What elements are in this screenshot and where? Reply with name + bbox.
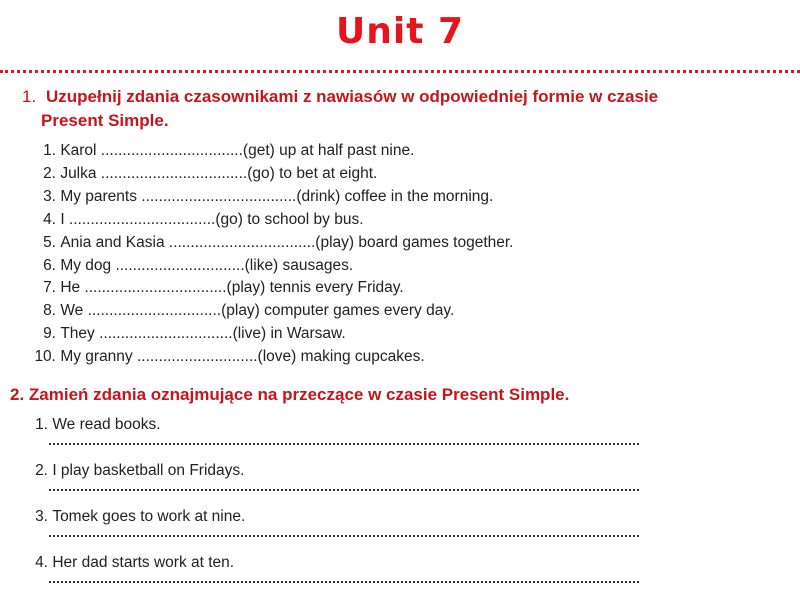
list-item [28, 232, 513, 255]
exercise-1-number: 1. [22, 87, 37, 106]
item-number: 2. [35, 462, 48, 479]
item-sentence: He .................................(play) tennis every Friday. [60, 279, 404, 297]
exercise-1-instruction-line-2: Present Simple. [41, 111, 169, 130]
exercise-2-list [20, 414, 639, 598]
list-item [20, 414, 639, 460]
item-sentence: Tomek goes to work at nine. [52, 508, 246, 525]
item-number: 1. [35, 416, 48, 433]
item-sentence: My granny ............................(love) making cupcakes. [60, 348, 425, 366]
item-number: 4. [35, 554, 48, 571]
item-sentence: We read books. [52, 416, 161, 433]
item-sentence: My parents ....................................(drink) coffee in the morning. [60, 187, 494, 205]
exercise-1-instruction [22, 85, 762, 133]
item-number: 10. [34, 348, 56, 366]
list-item [28, 140, 513, 163]
item-number: 8. [43, 302, 56, 320]
item-sentence: Her dad starts work at ten. [52, 554, 235, 571]
item-sentence: Karol .................................(get) up at half past nine. [60, 142, 415, 159]
list-item [20, 460, 639, 506]
item-number: 2. [43, 164, 56, 182]
exercise-1-instruction-line-1: Uzupełnij zdania czasownikami z nawiasów w odpowiedniej formie w czasie [46, 87, 659, 106]
item-sentence: I ..................................(go) to school by bus. [60, 210, 364, 228]
item-number: 7. [43, 279, 56, 297]
exercise-2-instruction: 2. Zamień zdania oznajmujące na przeczące w czasie Present Simple. [10, 385, 570, 404]
item-number: 5. [43, 233, 56, 251]
item-sentence: We ...............................(play) computer games every day. [60, 302, 455, 320]
list-item [28, 209, 513, 232]
answer-blank-line[interactable] [49, 489, 639, 491]
list-item [28, 323, 513, 346]
item-number: 6. [43, 256, 56, 274]
item-number: 3. [43, 187, 56, 205]
item-number: 9. [43, 325, 56, 343]
item-sentence: They ...............................(live) in Warsaw. [60, 325, 346, 343]
exercise-1-list [28, 140, 513, 369]
list-item [28, 255, 513, 278]
list-item [28, 163, 513, 186]
page-title: Unit 7 [336, 11, 464, 52]
answer-blank-line[interactable] [49, 443, 639, 445]
item-number: 1. [43, 142, 56, 159]
item-number: 3. [35, 508, 48, 525]
list-item [28, 277, 513, 300]
list-item [20, 506, 639, 552]
item-number: 4. [43, 210, 56, 228]
item-sentence: My dog ..............................(like) sausages. [60, 256, 354, 274]
list-item [28, 186, 513, 209]
answer-blank-line[interactable] [49, 581, 639, 583]
list-item [20, 552, 639, 598]
list-item [28, 346, 513, 369]
item-sentence: Julka ..................................(go) to bet at eight. [60, 164, 378, 182]
answer-blank-line[interactable] [49, 535, 639, 537]
item-sentence: I play basketball on Fridays. [52, 462, 245, 479]
list-item [28, 300, 513, 323]
item-sentence: Ania and Kasia ..................................(play) board games together. [60, 233, 514, 251]
dotted-divider [0, 70, 800, 73]
